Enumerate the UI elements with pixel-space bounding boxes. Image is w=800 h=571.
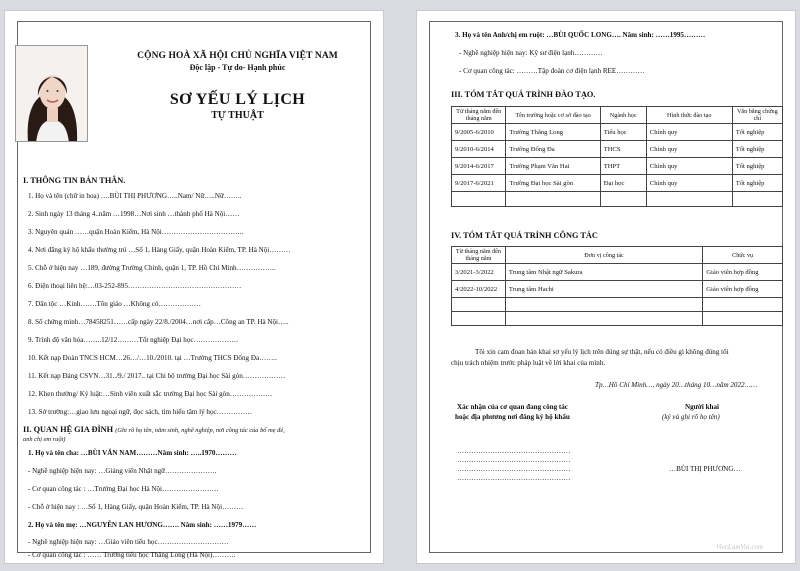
sibling-job: - Nghề nghiệp hiện nay: Kỹ sư điện lạnh………… <box>459 49 603 57</box>
portrait-photo <box>15 45 88 142</box>
mother-job: - Nghề nghiệp hiện nay: …Giáo viên tiểu học………………………… <box>28 538 229 546</box>
col-school: Tên trường hoặc cơ sở đào tạo <box>506 107 600 124</box>
declarant-note: (ký và ghi rõ họ tên) <box>662 413 720 421</box>
cell: 4/2022-10/2022 <box>452 281 506 298</box>
cell <box>506 192 600 207</box>
table-row <box>452 298 783 312</box>
work-table <box>451 246 783 326</box>
info-line-10: 10. Kết nạp Đoàn TNCS HCM…26…/…10./2010. tại …Trường THCS Đống Đa…….. <box>28 354 277 362</box>
cell: Trường Phạm Văn Hai <box>506 158 600 175</box>
cell: Đại học <box>600 175 646 192</box>
cell: Trung tâm Hachi <box>505 281 702 298</box>
cell: Giáo viên hợp đồng <box>703 264 783 281</box>
col-period: Từ tháng năm đến tháng năm <box>452 107 506 124</box>
info-line-7: 7. Dân tộc …Kinh…….Tôn giáo …Không có……………… <box>28 300 201 308</box>
cell: THPT <box>600 158 646 175</box>
confirm-title-2: hoặc địa phương nơi đăng ký hộ khẩu <box>455 413 570 421</box>
confirm-dots-2: ………………………………………… <box>457 456 571 464</box>
cell: Tốt nghiệp <box>732 175 782 192</box>
section-2-heading <box>23 425 285 434</box>
cell <box>505 298 702 312</box>
section-3-heading: III. TÓM TẮT QUÁ TRÌNH ĐÀO TẠO. <box>451 90 596 99</box>
col-major: Ngành học <box>600 107 646 124</box>
father-workplace: - Cơ quan công tác : …Trường Đại học Hà Nội…………………… <box>28 485 219 493</box>
table-row <box>452 281 783 298</box>
training-table <box>451 106 783 207</box>
section-2-title: II. QUAN HỆ GIA ĐÌNH <box>23 425 114 434</box>
cell: Tốt nghiệp <box>732 124 782 141</box>
info-line-11: 11. Kết nạp Đảng CSVN…31../9./ 2017.. tại Chi bộ trường Đại học Sài gòn……………… <box>28 372 286 380</box>
cell: 3/2021-3/2022 <box>452 264 506 281</box>
cell: Trung tâm Nhật ngữ Sakura <box>505 264 702 281</box>
pledge-line-1: Tôi xin cam đoan bản khai sơ yếu lý lịch trên đúng sự thật, nếu có điều gì không đúng tôi <box>475 348 729 356</box>
info-line-9: 9. Trình độ văn hóa……..12/12………Tốt nghiệp Đại học………………. <box>28 336 238 344</box>
cell: Trường Đống Đa <box>506 141 600 158</box>
cell: 9/2010-6/2014 <box>452 141 506 158</box>
cell <box>703 298 783 312</box>
cell <box>505 312 702 326</box>
cell: Trường Thăng Long <box>506 124 600 141</box>
table-row <box>452 264 783 281</box>
document-title: SƠ YẾU LÝ LỊCH <box>169 91 306 108</box>
sibling-name: 3. Họ và tên Anh/chị em ruột: …BÙI QUỐC LONG…. Năm sinh: ……1995……… <box>455 31 706 39</box>
sibling-workplace: - Cơ quan công tác: ………Tập đoàn cơ điện lạnh REE………… <box>459 67 645 75</box>
table-row <box>452 175 783 192</box>
father-name: 1. Họ và tên cha: …BÙI VĂN NAM………Năm sinh: …..1970……… <box>28 449 237 457</box>
table-row <box>452 124 783 141</box>
cell: Trường Đại học Sài gòn <box>506 175 600 192</box>
col-unit: Đơn vị công tác <box>505 247 702 264</box>
confirm-title-1: Xác nhận của cơ quan đang công tác <box>457 403 568 411</box>
col-degree: Văn bằng chứng chỉ <box>732 107 782 124</box>
table-row <box>452 158 783 175</box>
table-row <box>452 192 783 207</box>
document-subtitle: TỰ THUẬT <box>211 110 264 121</box>
section-2-note: (Ghi rõ họ tên, năm sinh, nghề nghiệp, nơi công tác của bố mẹ đẻ, <box>115 427 285 434</box>
table-row <box>452 312 783 326</box>
cell: Tốt nghiệp <box>732 158 782 175</box>
confirm-dots-1: ………………………………………… <box>457 447 571 455</box>
mother-workplace: - Cơ quan công tác : …… Trường tiểu học Thăng Long (Hà Nội)………. <box>28 551 236 559</box>
declarant-title: Người khai <box>685 403 720 411</box>
col-mode: Hình thức đào tạo <box>646 107 732 124</box>
training-header-row <box>452 107 783 124</box>
section-2-note-cont: anh chị em ruột) <box>23 436 66 443</box>
section-4-heading: IV. TÓM TẮT QUÁ TRÌNH CÔNG TÁC <box>451 231 598 240</box>
page-left <box>4 10 384 564</box>
work-header-row <box>452 247 783 264</box>
nation-header: CỘNG HOÀ XÃ HỘI CHỦ NGHĨA VIỆT NAM <box>137 51 338 61</box>
cell <box>703 312 783 326</box>
sign-date: Tp…Hồ Chí Minh…, ngày 20…tháng 10…năm 2022…… <box>595 381 758 389</box>
cell <box>646 192 732 207</box>
page-right <box>416 10 796 564</box>
cell: Chính quy <box>646 141 732 158</box>
info-line-12: 12. Khen thưởng/ Kỷ luật:…Sinh viên xuất sắc trường Đại học Sài gòn……………… <box>28 390 273 398</box>
cell: Tốt nghiệp <box>732 141 782 158</box>
info-line-1: 1. Họ và tên (chữ in hoa) ….BÙI THỊ PHƯƠNG…..Nam/ Nữ…..Nữ…….. <box>28 192 242 200</box>
info-line-8: 8. Số chứng minh…78458251……cấp ngày 22/8./2004…nơi cấp…Công an TP. Hà Nội….. <box>28 318 289 326</box>
motto: Độc lập - Tự do- Hạnh phúc <box>189 63 286 72</box>
cell <box>600 192 646 207</box>
info-line-3: 3. Nguyên quán ……quận Hoàn Kiếm, Hà Nội…………………………….. <box>28 228 244 236</box>
father-address: - Chỗ ở hiện nay : …Số 1, Hàng Giấy, quận Hoàn Kiếm, TP. Hà Nội……… <box>28 503 244 511</box>
cell: 9/2017-6/2021 <box>452 175 506 192</box>
confirm-dots-3: ………………………………………… <box>457 465 571 473</box>
cell: 9/2005-6/2010 <box>452 124 506 141</box>
cell: Chính quy <box>646 124 732 141</box>
signer-name: …BÙI THỊ PHƯƠNG… <box>669 465 741 473</box>
father-job: - Nghề nghiệp hiện nay: …Giảng viên Nhật ngữ…………………. <box>28 467 217 475</box>
cell: Giáo viên hợp đồng <box>703 281 783 298</box>
info-line-2: 2. Sinh ngày 13 tháng 4..năm …1998…Nơi sinh …thành phố Hà Nội…… <box>28 210 240 218</box>
cell: 9/2014-6/2017 <box>452 158 506 175</box>
watermark: ViecLamVui.com <box>716 543 763 551</box>
info-line-6: 6. Điện thoại liên hệ:…03-252-895………………………………………… <box>28 282 242 290</box>
cell <box>452 192 506 207</box>
cell: Tiểu học <box>600 124 646 141</box>
info-line-5: 5. Chỗ ở hiện nay …189, đường Trường Chinh, quận 1, TP. Hồ Chí Minh…………….. <box>28 264 276 272</box>
confirm-dots-4: ………………………………………… <box>457 474 571 482</box>
pledge-line-2: chịu trách nhiệm trước pháp luật về lời khai của mình. <box>451 359 606 367</box>
cell <box>732 192 782 207</box>
cell <box>452 312 506 326</box>
mother-name: 2. Họ và tên mẹ: …NGUYỄN LAN HƯƠNG……. Năm sinh: ……1979…… <box>28 521 257 529</box>
col-period: Từ tháng năm đến tháng năm <box>452 247 506 264</box>
cell: THCS <box>600 141 646 158</box>
cell <box>452 298 506 312</box>
cell: Chính quy <box>646 158 732 175</box>
cell: Chính quy <box>646 175 732 192</box>
table-row <box>452 141 783 158</box>
info-line-13: 13. Sở trường:…giao lưu ngoại ngữ, đọc sách, tìm hiểu tâm lý học…………… <box>28 408 253 416</box>
col-position: Chức vụ <box>703 247 783 264</box>
info-line-4: 4. Nơi đăng ký hộ khẩu thường trú …Số 1, Hàng Giấy, quận Hoàn Kiếm, TP. Hà Nội……… <box>28 246 291 254</box>
section-1-heading: I. THÔNG TIN BẢN THÂN. <box>23 176 126 185</box>
